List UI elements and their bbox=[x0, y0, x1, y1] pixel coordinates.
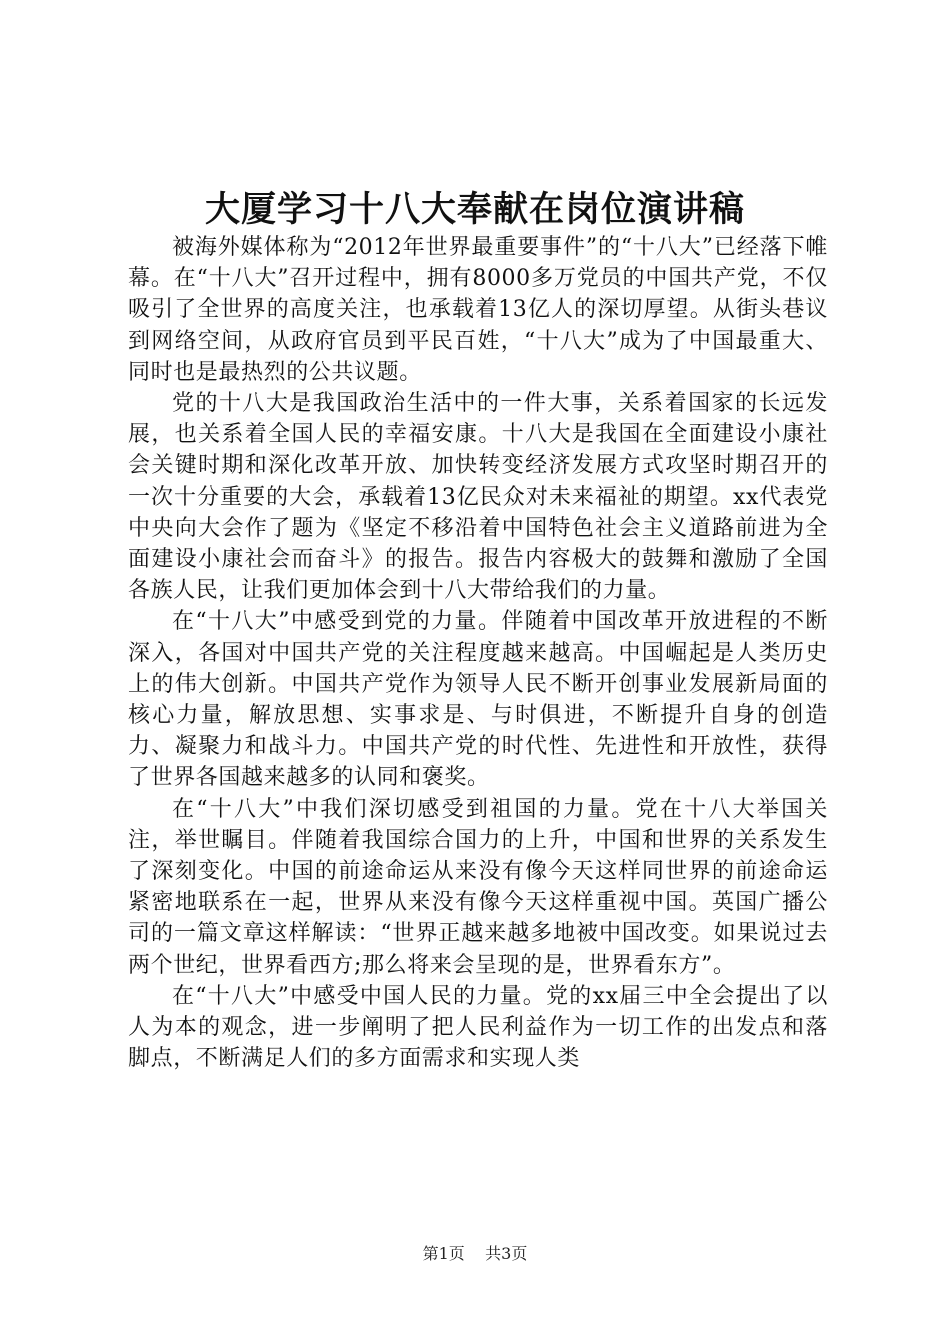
paragraph-5: 在“十八大”中感受中国人民的力量。党的xx届三中全会提出了以人为本的观念，进一步阐明了把人民利益作为一切工作的出发点和落脚点，不断满足人们的多方面需求和实现人类 bbox=[128, 983, 828, 1072]
paragraph-3: 在“十八大”中感受到党的力量。伴随着中国改革开放进程的不断深入，各国对中国共产党的关注程度越来越高。中国崛起是人类历史上的伟大创新。中国共产党作为领导人民不断开创事业发展新局面的核心力量，解放思想、实事求是、与时俱进，不断提升自身的创造力、凝聚力和战斗力。中国共产党的时代性、先进性和开放性，获得了世界各国越来越多的认同和褒奖。 bbox=[128, 609, 828, 791]
page-title: 大厦学习十八大奉献在岗位演讲稿 bbox=[204, 190, 745, 230]
page-number: 第1页 bbox=[422, 1244, 465, 1263]
paragraph-1: 被海外媒体称为“2012年世界最重要事件”的“十八大”已经落下帷幕。在“十八大”召开过程中，拥有8000多万党员的中国共产党，不仅吸引了全世界的高度关注，也承载着13亿人的深切厚望。从街头巷议到网络空间，从政府官员到平民百姓，“十八大”成为了中国最重大、同时也是最热烈的公共议题。 bbox=[128, 235, 828, 385]
page-footer bbox=[0, 1243, 950, 1265]
paragraph-2: 党的十八大是我国政治生活中的一件大事，关系着国家的长远发展，也关系着全国人民的幸福安康。十八大是我国在全面建设小康社会关键时期和深化改革开放、加快转变经济发展方式攻坚时期召开的一次十分重要的大会，承载着13亿民众对未来福祉的期望。xx代表党中央向大会作了题为《坚定不移沿着中国特色社会主义道路前进为全面建设小康社会而奋斗》的报告。报告内容极大的鼓舞和激励了全国各族人民，让我们更加体会到十八大带给我们的力量。 bbox=[128, 391, 828, 604]
paragraph-4: 在“十八大”中我们深切感受到祖国的力量。党在十八大举国关注，举世瞩目。伴随着我国综合国力的上升，中国和世界的关系发生了深刻变化。中国的前途命运从来没有像今天这样同世界的前途命运紧密地联系在一起，世界从来没有像今天这样重视中国。英国广播公司的一篇文章这样解读：“世界正越来越多地被中国改变。如果说过去两个世纪，世界看西方;那么将来会呈现的是，世界看东方”。 bbox=[128, 796, 828, 978]
page-total: 共3页 bbox=[485, 1244, 528, 1263]
footer-spacer bbox=[470, 1243, 480, 1265]
document-body bbox=[128, 232, 828, 1074]
